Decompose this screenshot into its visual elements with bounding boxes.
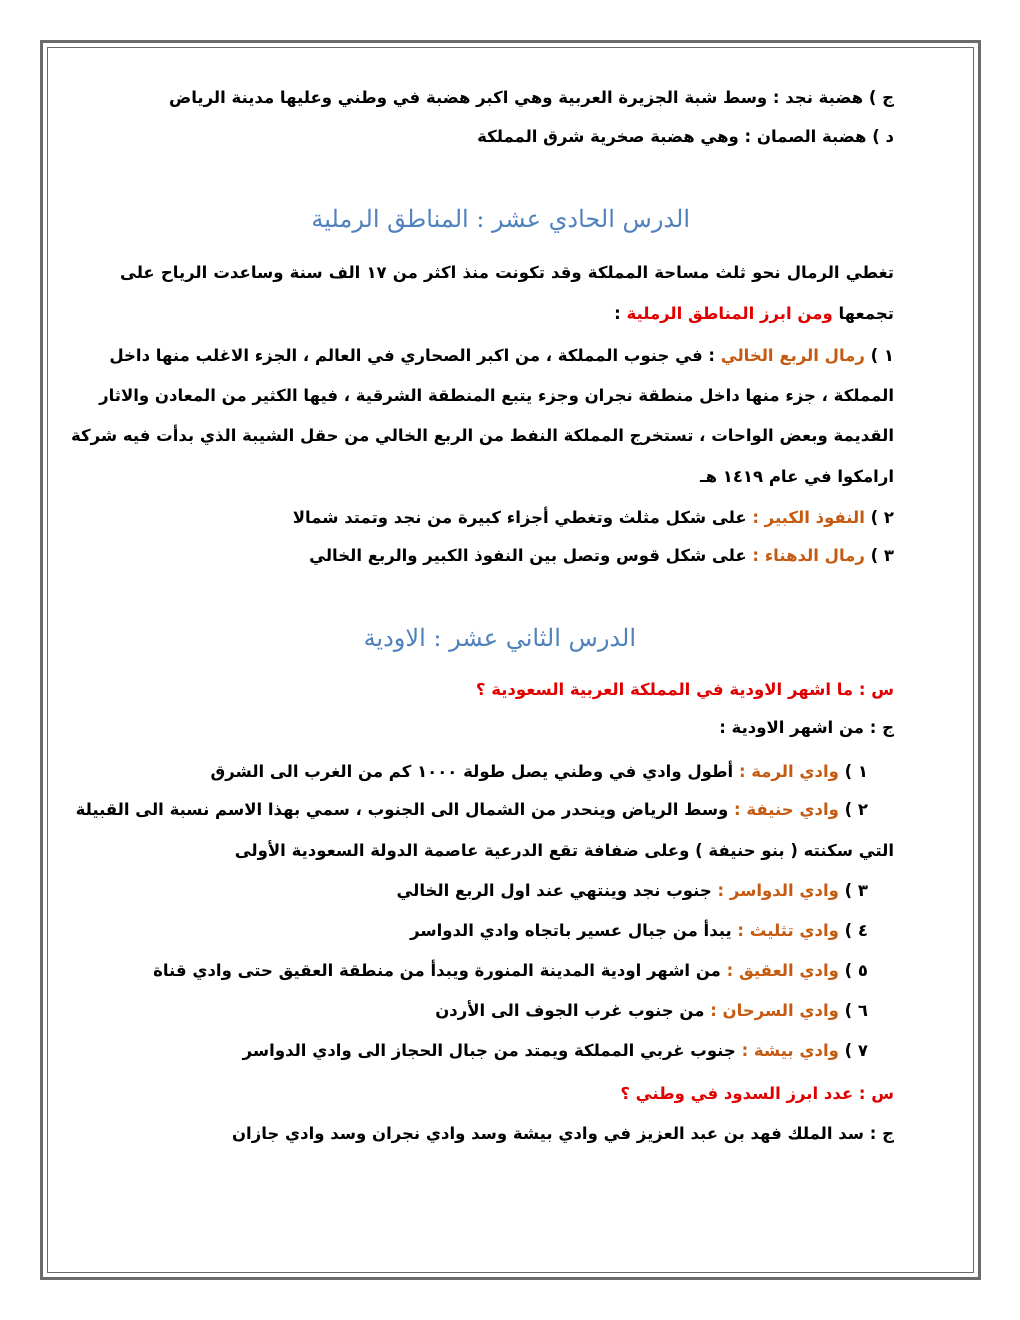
valley-item — [120, 760, 868, 784]
intro-highlight: ومن ابرز المناطق الرملية — [626, 304, 833, 323]
item-number: ٣ ) — [864, 546, 894, 565]
item-number: ٦ ) — [838, 1001, 868, 1020]
item-number: ٣ ) — [838, 881, 868, 900]
intro-text: تجمعها — [832, 304, 894, 323]
valley-item-cont: التي سكنته ( بنو حنيفة ) وعلى ضفافة تقع الدرعية عاصمة الدولة السعودية الأولى — [234, 841, 894, 860]
plateau-summan: د ) هضبة الصمان : وهي هضبة صخرية شرق المملكة — [477, 127, 894, 146]
item-name: وادي الدواسر : — [717, 881, 839, 900]
item-text: وسط الرياض وينحدر من الشمال الى الجنوب ، سمي بهذا الاسم نسبة الى القبيلة — [75, 800, 735, 819]
item-name: رمال الدهناء : — [752, 546, 865, 565]
question-1: س : ما اشهر الاودية في المملكة العربية السعودية ؟ — [475, 680, 894, 699]
item-number: ١ ) — [838, 762, 868, 781]
valley-item — [120, 919, 868, 943]
question-2: س : عدد ابرز السدود في وطني ؟ — [620, 1084, 894, 1103]
item-name: وادي بيشة : — [741, 1041, 839, 1060]
sand-item1-line4: ارامكوا في عام ١٤١٩ هـ — [699, 467, 894, 486]
item-text: على شكل مثلث وتغطي أجزاء كبيرة من نجد وتمتد شمالا — [292, 508, 753, 527]
item-name: وادي حنيفة : — [734, 800, 839, 819]
answer-2: ج : سد الملك فهد بن عبد العزيز في وادي بيشة وسد وادي نجران وسد وادي جازان — [231, 1124, 894, 1143]
lesson11-intro-line2 — [120, 302, 894, 326]
valley-item — [120, 999, 868, 1023]
item-text: جنوب نجد وينتهي عند اول الربع الخالي — [396, 881, 718, 900]
sand-item1-line3: القديمة وبعض الواحات ، تستخرج المملكة النفط من الربع الخالي من حقل الشيبة الذي بدأت فيه شركة — [71, 426, 894, 445]
item-name: وادي الرمة : — [738, 762, 839, 781]
item-number: ٧ ) — [838, 1041, 868, 1060]
item-number: ٢ ) — [864, 508, 894, 527]
item-name: النفوذ الكبير : — [752, 508, 865, 527]
valley-item — [120, 959, 868, 983]
valley-item — [75, 798, 868, 822]
item-name: وادي العقيق : — [726, 961, 839, 980]
item-number: ٥ ) — [838, 961, 868, 980]
item-text: جنوب غربي المملكة ويمتد من جبال الحجاز الى وادي الدواسر — [242, 1041, 742, 1060]
item-number: ٢ ) — [838, 800, 868, 819]
sand-item2 — [120, 506, 894, 530]
sand-item3 — [120, 544, 894, 568]
item-text: أطول وادي في وطني يصل طولة ١٠٠٠ كم من الغرب الى الشرق — [210, 762, 739, 781]
sand-item1-line1 — [109, 344, 894, 368]
intro-colon: : — [614, 304, 627, 323]
item-number: ١ ) — [864, 346, 894, 365]
item-text: من اشهر اودية المدينة المنورة ويبدأ من منطقة العقيق حتى وادي قناة — [153, 961, 727, 980]
valley-item — [120, 879, 868, 903]
answer-1: ج : من اشهر الاودية : — [719, 718, 894, 737]
item-name: رمال الربع الخالي — [720, 346, 865, 365]
item-name: وادي السرحان : — [710, 1001, 839, 1020]
item-text: من جنوب غرب الجوف الى الأردن — [435, 1001, 711, 1020]
lesson11-title: الدرس الحادي عشر : المناطق الرملية — [311, 205, 690, 233]
item-name: وادي تثليث : — [737, 921, 839, 940]
sand-item1-line2: المملكة ، جزء منها داخل منطقة نجران وجزء يتبع المنطقة الشرقية ، فيها الكثير من المعادن والاثار — [99, 386, 894, 405]
item-text: على شكل قوس وتصل بين النفوذ الكبير والربع الخالي — [309, 546, 753, 565]
item-number: ٤ ) — [838, 921, 868, 940]
item-text: : في جنوب المملكة ، من اكبر الصحاري في العالم ، الجزء الاغلب منها داخل — [109, 346, 721, 365]
lesson11-intro-line1: تغطي الرمال نحو ثلث مساحة المملكة وقد تكونت منذ اكثر من ١٧ الف سنة وساعدت الرياح على — [120, 263, 894, 282]
plateau-najd: ج ) هضبة نجد : وسط شبة الجزيرة العربية وهي اكبر هضبة في وطني وعليها مدينة الرياض — [169, 88, 894, 107]
lesson12-title: الدرس الثاني عشر : الاودية — [363, 624, 636, 652]
item-text: يبدأ من جبال عسير باتجاه وادي الدواسر — [410, 921, 738, 940]
valley-item — [120, 1039, 868, 1063]
